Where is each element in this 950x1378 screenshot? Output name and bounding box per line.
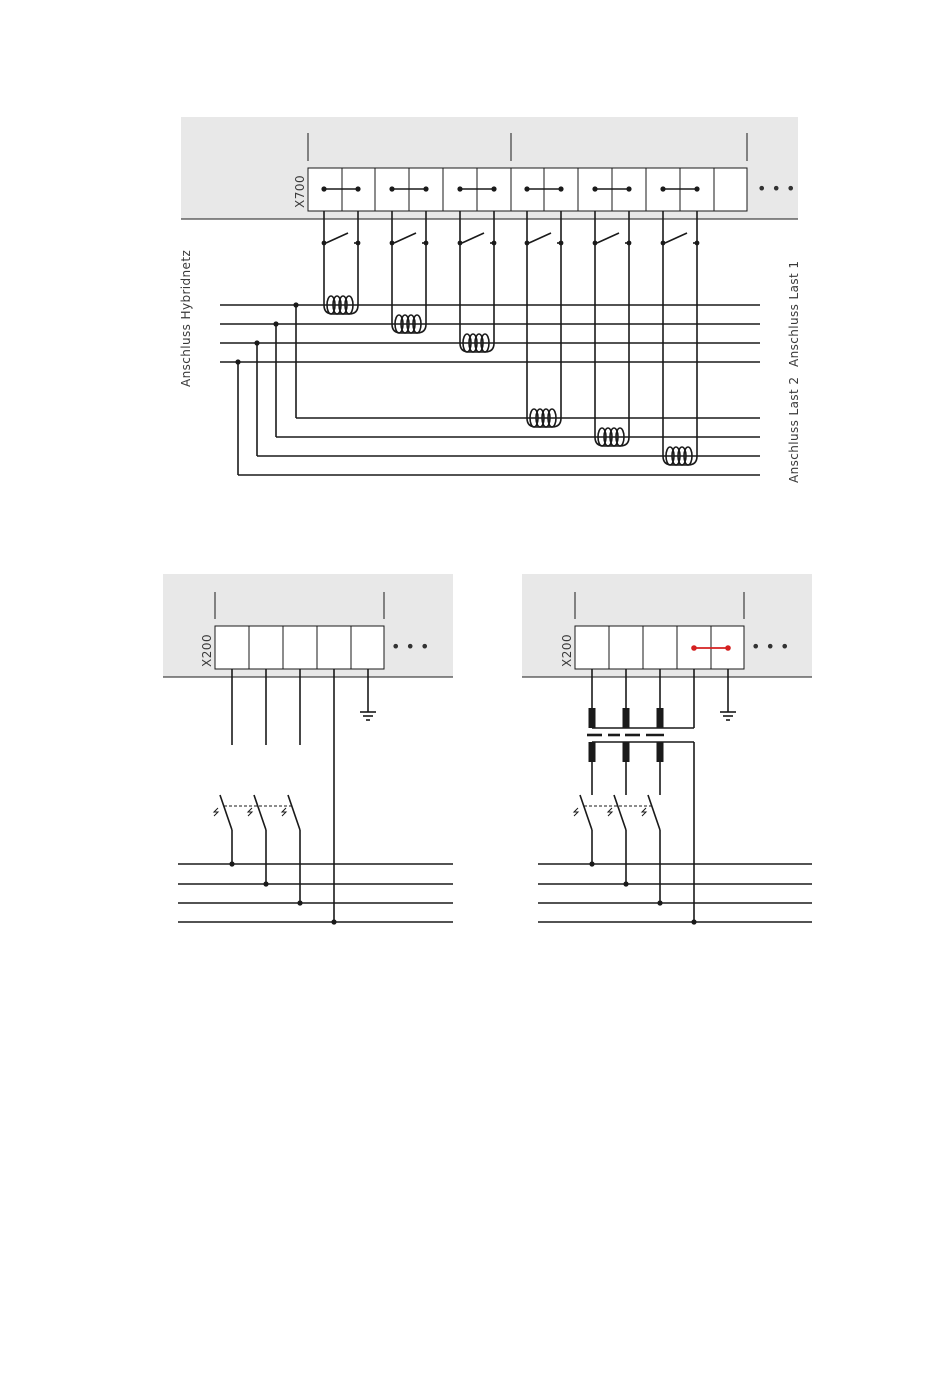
top-section — [179, 117, 801, 483]
x200-label-left: X200 — [200, 633, 214, 667]
ct-leads — [324, 243, 697, 456]
current-transformers — [324, 296, 697, 465]
top-more-terminals: • • • — [757, 179, 796, 198]
ground-symbol-right — [720, 712, 736, 720]
x700-terminal-block — [308, 168, 747, 211]
label-hybrid-grid: Anschluss Hybridnetz — [179, 249, 193, 387]
bottom-left-section — [163, 574, 453, 925]
ground-symbol-left — [360, 712, 376, 720]
x700-label: X700 — [293, 174, 307, 208]
contactor-switches-left — [220, 795, 300, 903]
bottom-left-more-terminals: • • • — [391, 637, 430, 656]
bottom-right-more-terminals: • • • — [751, 637, 790, 656]
x200-terminal-block-left — [215, 626, 384, 669]
bottom-right-section — [522, 574, 812, 925]
label-load-1: Anschluss Last 1 — [787, 260, 801, 367]
x200-label-right: X200 — [560, 633, 574, 667]
label-load-2: Anschluss Last 2 — [787, 376, 801, 483]
contactor-switches-right — [580, 795, 660, 903]
